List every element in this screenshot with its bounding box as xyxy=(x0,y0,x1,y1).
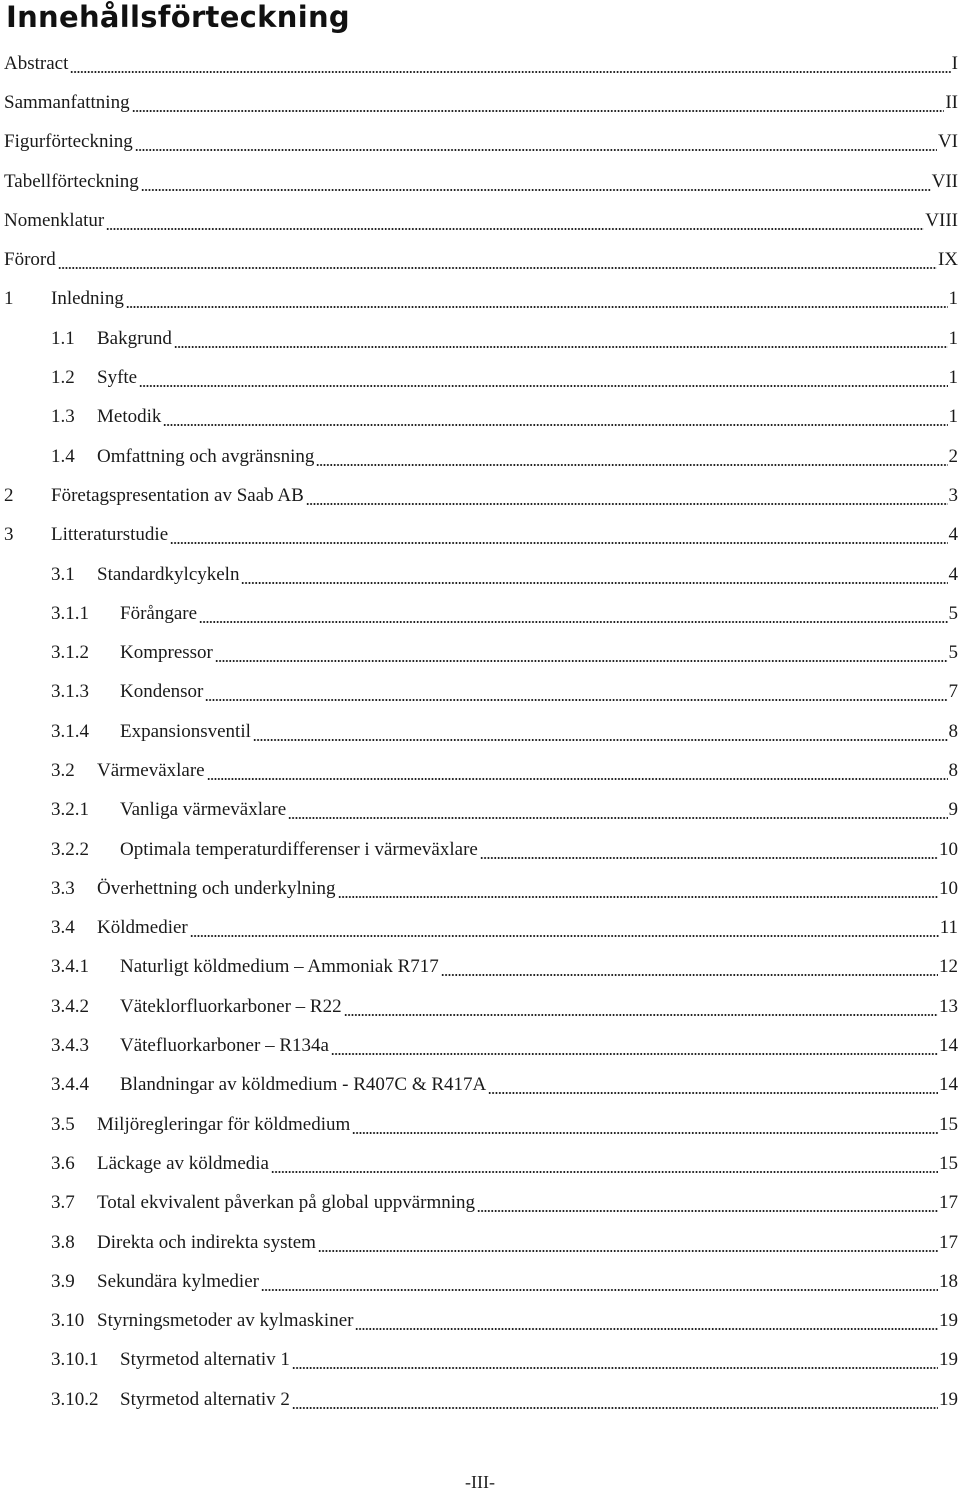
toc-entry-page: 8 xyxy=(949,720,960,744)
toc-entry-label: Företagspresentation av Saab AB xyxy=(51,484,305,508)
toc-entry-line xyxy=(0,1341,960,1380)
toc-dot-leader xyxy=(261,1276,938,1296)
toc-entry-number: 1.2 xyxy=(51,366,97,390)
toc-entry[interactable] xyxy=(0,280,960,319)
toc-entry[interactable] xyxy=(0,516,960,555)
toc-entry-number: 1.1 xyxy=(51,327,97,351)
toc-entry[interactable] xyxy=(0,1262,960,1301)
toc-entry-line xyxy=(0,948,960,987)
toc-entry[interactable] xyxy=(0,1026,960,1065)
toc-entry-page: 4 xyxy=(949,563,960,587)
toc-entry-label: Läckage av köldmedia xyxy=(97,1152,270,1176)
toc-entry-label: Sammanfattning xyxy=(4,91,131,115)
toc-entry-label: Styrmetod alternativ 1 xyxy=(120,1348,291,1372)
toc-dot-leader xyxy=(355,1315,938,1335)
toc-entry-page: 14 xyxy=(939,1034,960,1058)
toc-entry-number: 1.3 xyxy=(51,405,97,429)
toc-entry-label: Litteraturstudie xyxy=(51,523,169,547)
toc-entry-line xyxy=(0,1302,960,1341)
toc-entry[interactable] xyxy=(0,319,960,358)
toc-dot-leader xyxy=(70,58,950,78)
toc-dot-leader xyxy=(253,726,948,746)
toc-entry[interactable] xyxy=(0,751,960,790)
toc-entry-page: 8 xyxy=(949,759,960,783)
toc-entry-number: 3.1.1 xyxy=(51,602,120,626)
toc-entry-number: 1 xyxy=(4,287,51,311)
toc-entry-line xyxy=(0,240,960,279)
toc-dot-leader xyxy=(477,1197,938,1217)
toc-entry-label: Omfattning och avgränsning xyxy=(97,445,315,469)
toc-entry-number: 3.3 xyxy=(51,877,97,901)
toc-entry-label: Styrmetod alternativ 2 xyxy=(120,1388,291,1412)
toc-entry-number: 3.1.4 xyxy=(51,720,120,744)
toc-entry-number: 3.7 xyxy=(51,1191,97,1215)
toc-entry-page: VI xyxy=(938,130,960,154)
toc-entry-label: Syfte xyxy=(97,366,138,390)
toc-entry-page: 15 xyxy=(939,1152,960,1176)
toc-entry-page: 2 xyxy=(949,445,960,469)
toc-dot-leader xyxy=(163,411,947,431)
toc-entry-line xyxy=(0,437,960,476)
page-number: -III- xyxy=(0,1470,960,1494)
table-of-contents xyxy=(0,44,960,1419)
toc-entry-line xyxy=(0,358,960,397)
toc-entry[interactable] xyxy=(0,1105,960,1144)
toc-entry-label: Sekundära kylmedier xyxy=(97,1270,260,1294)
toc-entry-page: 12 xyxy=(939,955,960,979)
toc-entry[interactable] xyxy=(0,633,960,672)
toc-entry[interactable] xyxy=(0,987,960,1026)
toc-entry-line xyxy=(0,791,960,830)
toc-dot-leader xyxy=(141,176,931,196)
toc-entry-line xyxy=(0,516,960,555)
toc-entry-line xyxy=(0,1223,960,1262)
toc-dot-leader xyxy=(190,922,939,942)
toc-entry-page: 19 xyxy=(939,1309,960,1333)
toc-entry[interactable] xyxy=(0,123,960,162)
toc-dot-leader xyxy=(58,254,937,274)
toc-entry-label: Nomenklatur xyxy=(4,209,105,233)
toc-entry-number: 3.1.3 xyxy=(51,680,120,704)
toc-entry[interactable] xyxy=(0,948,960,987)
toc-dot-leader xyxy=(271,1158,938,1178)
toc-dot-leader xyxy=(352,1119,938,1139)
toc-entry[interactable] xyxy=(0,398,960,437)
toc-entry[interactable] xyxy=(0,476,960,515)
toc-dot-leader xyxy=(480,844,938,864)
toc-entry[interactable] xyxy=(0,240,960,279)
toc-dot-leader xyxy=(139,372,947,392)
toc-entry[interactable] xyxy=(0,201,960,240)
toc-entry-page: 11 xyxy=(940,916,960,940)
toc-entry-page: 19 xyxy=(939,1348,960,1372)
toc-dot-leader xyxy=(205,686,947,706)
toc-dot-leader xyxy=(344,1001,938,1021)
toc-dot-leader xyxy=(318,1237,938,1257)
toc-entry[interactable] xyxy=(0,44,960,83)
toc-entry-number: 3 xyxy=(4,523,51,547)
toc-entry-label: Värmeväxlare xyxy=(97,759,206,783)
toc-entry[interactable] xyxy=(0,1144,960,1183)
toc-entry-line xyxy=(0,673,960,712)
toc-entry-page: I xyxy=(952,52,960,76)
toc-entry-number: 3.4.3 xyxy=(51,1034,120,1058)
toc-entry-page: 4 xyxy=(949,523,960,547)
toc-entry-label: Förord xyxy=(4,248,57,272)
toc-entry-label: Bakgrund xyxy=(97,327,173,351)
toc-entry-label: Figurförteckning xyxy=(4,130,134,154)
toc-entry-line xyxy=(0,476,960,515)
toc-entry-number: 3.4.4 xyxy=(51,1073,120,1097)
toc-entry[interactable] xyxy=(0,437,960,476)
toc-entry-page: 9 xyxy=(949,798,960,822)
toc-entry-page: 17 xyxy=(939,1191,960,1215)
toc-entry-label: Vanliga värmeväxlare xyxy=(120,798,287,822)
toc-dot-leader xyxy=(488,1079,938,1099)
toc-dot-leader xyxy=(338,883,938,903)
toc-dot-leader xyxy=(215,647,948,667)
toc-entry-label: Blandningar av köldmedium - R407C & R417A xyxy=(120,1073,487,1097)
toc-entry[interactable] xyxy=(0,83,960,122)
toc-entry-line xyxy=(0,1026,960,1065)
toc-entry-number: 3.2 xyxy=(51,759,97,783)
page-title: Innehållsförteckning xyxy=(6,0,350,34)
toc-entry-line xyxy=(0,280,960,319)
toc-entry-page: 1 xyxy=(949,327,960,351)
toc-entry-page: 1 xyxy=(949,287,960,311)
toc-entry-label: Vätefluorkarboner – R134a xyxy=(120,1034,330,1058)
toc-entry-number: 3.5 xyxy=(51,1113,97,1137)
toc-entry[interactable] xyxy=(0,791,960,830)
toc-entry-label: Väteklorfluorkarboner – R22 xyxy=(120,995,343,1019)
toc-entry-label: Naturligt köldmedium – Ammoniak R717 xyxy=(120,955,440,979)
toc-entry[interactable] xyxy=(0,1302,960,1341)
toc-entry-page: 13 xyxy=(939,995,960,1019)
toc-entry-page: 5 xyxy=(949,641,960,665)
toc-entry-line xyxy=(0,44,960,83)
toc-dot-leader xyxy=(441,961,938,981)
toc-entry[interactable] xyxy=(0,1223,960,1262)
toc-entry-page: 3 xyxy=(949,484,960,508)
toc-entry-page: 7 xyxy=(949,680,960,704)
toc-dot-leader xyxy=(170,529,947,549)
toc-entry-number: 3.2.2 xyxy=(51,838,120,862)
toc-entry-line xyxy=(0,1380,960,1419)
toc-dot-leader xyxy=(126,293,948,313)
toc-entry-line xyxy=(0,201,960,240)
toc-entry[interactable] xyxy=(0,869,960,908)
toc-entry-label: Tabellförteckning xyxy=(4,170,140,194)
toc-dot-leader xyxy=(306,490,948,510)
toc-entry-page: VIII xyxy=(925,209,960,233)
toc-entry-number: 3.10 xyxy=(51,1309,97,1333)
toc-dot-leader xyxy=(292,1394,938,1414)
toc-entry-page: 10 xyxy=(939,877,960,901)
toc-entry-line xyxy=(0,712,960,751)
toc-dot-leader xyxy=(174,333,948,353)
toc-entry-label: Kondensor xyxy=(120,680,204,704)
toc-entry-number: 3.1.2 xyxy=(51,641,120,665)
toc-entry-page: 1 xyxy=(949,405,960,429)
toc-dot-leader xyxy=(292,1354,938,1374)
toc-entry-number: 3.4.1 xyxy=(51,955,120,979)
toc-dot-leader xyxy=(135,136,937,156)
toc-entry-label: Köldmedier xyxy=(97,916,189,940)
toc-entry-label: Metodik xyxy=(97,405,162,429)
toc-entry-label: Direkta och indirekta system xyxy=(97,1231,317,1255)
toc-entry-line xyxy=(0,751,960,790)
toc-entry-number: 3.9 xyxy=(51,1270,97,1294)
toc-entry-page: 17 xyxy=(939,1231,960,1255)
toc-entry-line xyxy=(0,83,960,122)
toc-entry-number: 3.4 xyxy=(51,916,97,940)
toc-entry-page: II xyxy=(945,91,960,115)
toc-dot-leader xyxy=(106,215,924,235)
toc-entry[interactable] xyxy=(0,830,960,869)
toc-entry-number: 2 xyxy=(4,484,51,508)
toc-entry-line xyxy=(0,1262,960,1301)
toc-entry-label: Överhettning och underkylning xyxy=(97,877,337,901)
toc-entry-label: Kompressor xyxy=(120,641,214,665)
toc-entry-line xyxy=(0,398,960,437)
toc-entry-label: Inledning xyxy=(51,287,125,311)
toc-entry-number: 3.10.2 xyxy=(51,1388,120,1412)
toc-entry-page: 10 xyxy=(939,838,960,862)
toc-entry-line xyxy=(0,594,960,633)
toc-dot-leader xyxy=(316,451,947,471)
toc-entry[interactable] xyxy=(0,358,960,397)
toc-entry-label: Standardkylcykeln xyxy=(97,563,240,587)
toc-entry-page: 14 xyxy=(939,1073,960,1097)
toc-entry-label: Miljöregleringar för köldmedium xyxy=(97,1113,351,1137)
toc-entry-line xyxy=(0,869,960,908)
toc-entry[interactable] xyxy=(0,555,960,594)
toc-entry-number: 3.2.1 xyxy=(51,798,120,822)
toc-entry-line xyxy=(0,987,960,1026)
toc-entry[interactable] xyxy=(0,162,960,201)
toc-entry-number: 3.4.2 xyxy=(51,995,120,1019)
toc-entry-line xyxy=(0,319,960,358)
toc-entry[interactable] xyxy=(0,1184,960,1223)
toc-entry-label: Expansionsventil xyxy=(120,720,252,744)
toc-dot-leader xyxy=(288,804,947,824)
toc-entry-line xyxy=(0,830,960,869)
toc-entry-page: 18 xyxy=(939,1270,960,1294)
toc-entry-label: Styrningsmetoder av kylmaskiner xyxy=(97,1309,354,1333)
toc-entry-page: VII xyxy=(932,170,960,194)
toc-dot-leader xyxy=(199,608,947,628)
toc-entry[interactable] xyxy=(0,1341,960,1380)
toc-entry-number: 3.1 xyxy=(51,563,97,587)
toc-entry-label: Total ekvivalent påverkan på global uppvärmning xyxy=(97,1191,476,1215)
toc-dot-leader xyxy=(132,97,945,117)
toc-dot-leader xyxy=(241,569,947,589)
toc-entry-label: Förångare xyxy=(120,602,198,626)
toc-entry[interactable] xyxy=(0,673,960,712)
toc-entry-label: Optimala temperaturdifferenser i värmeväxlare xyxy=(120,838,479,862)
toc-entry-line xyxy=(0,1144,960,1183)
toc-entry-line xyxy=(0,123,960,162)
toc-entry-label: Abstract xyxy=(4,52,69,76)
toc-entry-line xyxy=(0,633,960,672)
toc-dot-leader xyxy=(207,765,948,785)
toc-entry-line xyxy=(0,162,960,201)
toc-entry-line xyxy=(0,555,960,594)
toc-entry-line xyxy=(0,1105,960,1144)
toc-entry[interactable] xyxy=(0,594,960,633)
toc-entry-page: IX xyxy=(938,248,960,272)
toc-entry-page: 1 xyxy=(949,366,960,390)
toc-entry-page: 5 xyxy=(949,602,960,626)
toc-entry-page: 19 xyxy=(939,1388,960,1412)
toc-dot-leader xyxy=(331,1040,938,1060)
toc-entry[interactable] xyxy=(0,909,960,948)
toc-entry[interactable] xyxy=(0,1380,960,1419)
toc-entry[interactable] xyxy=(0,712,960,751)
toc-entry-page: 15 xyxy=(939,1113,960,1137)
toc-entry-number: 1.4 xyxy=(51,445,97,469)
toc-entry-line xyxy=(0,1066,960,1105)
toc-entry-number: 3.10.1 xyxy=(51,1348,120,1372)
toc-entry-number: 3.8 xyxy=(51,1231,97,1255)
toc-entry-line xyxy=(0,1184,960,1223)
toc-entry-line xyxy=(0,909,960,948)
toc-entry[interactable] xyxy=(0,1066,960,1105)
toc-entry-number: 3.6 xyxy=(51,1152,97,1176)
